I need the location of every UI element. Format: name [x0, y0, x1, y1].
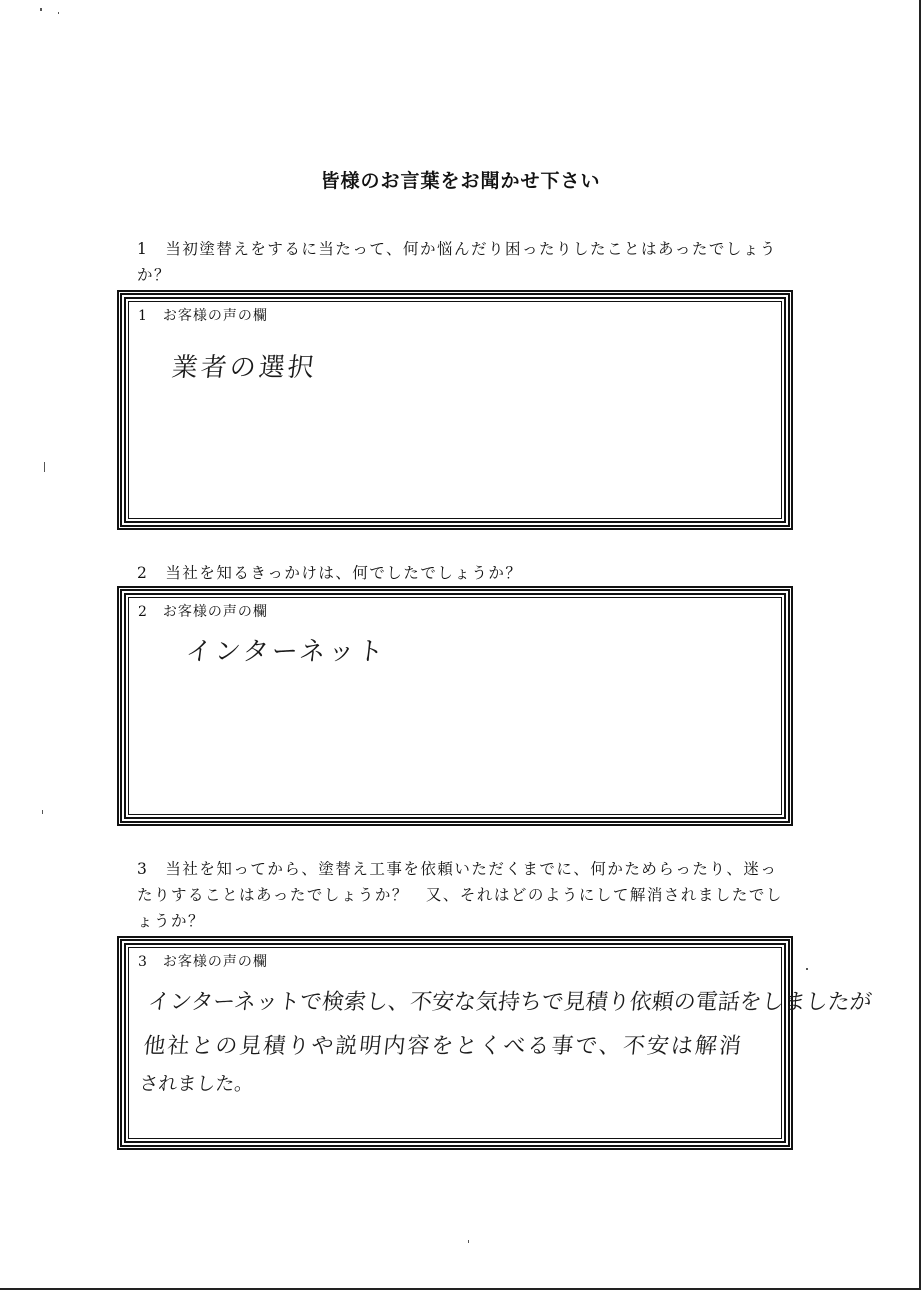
- answer-box-1-inner: [128, 301, 782, 519]
- answer-3-line-3: されました。: [138, 1073, 255, 1095]
- scan-speck: [58, 12, 59, 14]
- handwritten-answer-1: [170, 347, 319, 384]
- answer-box-1: [117, 290, 793, 530]
- answer-3-line-1: インターネットで検索し、不安な気持ちで見積り依頼の電話をしましたが: [146, 990, 874, 1015]
- scan-speck: [806, 968, 808, 970]
- question-2: 2 当社を知るきっかけは、何でしたでしょうか？: [137, 564, 523, 582]
- handwritten-answer-3: [138, 981, 874, 1099]
- question-3: 3 当社を知ってから、塗替え工事を依頼いただくまでに、何かためらったり、迷ったりすることはあったでしょうか？ 又、それはどのようにして解消されましたでしょうか？: [137, 860, 783, 930]
- answer-box-2-inner: [128, 597, 782, 815]
- answer-box-3-label: 3 お客様の声の欄: [138, 954, 268, 970]
- answer-2-line-1: インターネット: [184, 637, 388, 667]
- scan-speck: [42, 810, 43, 814]
- answer-1-line-1: 業者の選択: [170, 353, 319, 383]
- answer-box-2-label: 2 お客様の声の欄: [138, 604, 268, 620]
- page-title: 皆様のお言葉をお聞かせ下さい: [320, 170, 601, 192]
- scan-speck: [44, 462, 45, 472]
- answer-box-1-label: 1 お客様の声の欄: [138, 308, 268, 324]
- question-1: 1 当初塗替えをするに当たって、何か悩んだり困ったりしたことはあったでしょうか？: [137, 240, 777, 284]
- answer-box-2: [117, 586, 793, 826]
- scan-speck: [468, 1240, 469, 1243]
- answer-box-3: [117, 936, 874, 1150]
- answer-3-line-2: 他社との見積りや説明内容をとくべる事で、不安は解消: [142, 1034, 745, 1059]
- scan-speck: [40, 8, 42, 11]
- handwritten-answer-2: [184, 631, 389, 668]
